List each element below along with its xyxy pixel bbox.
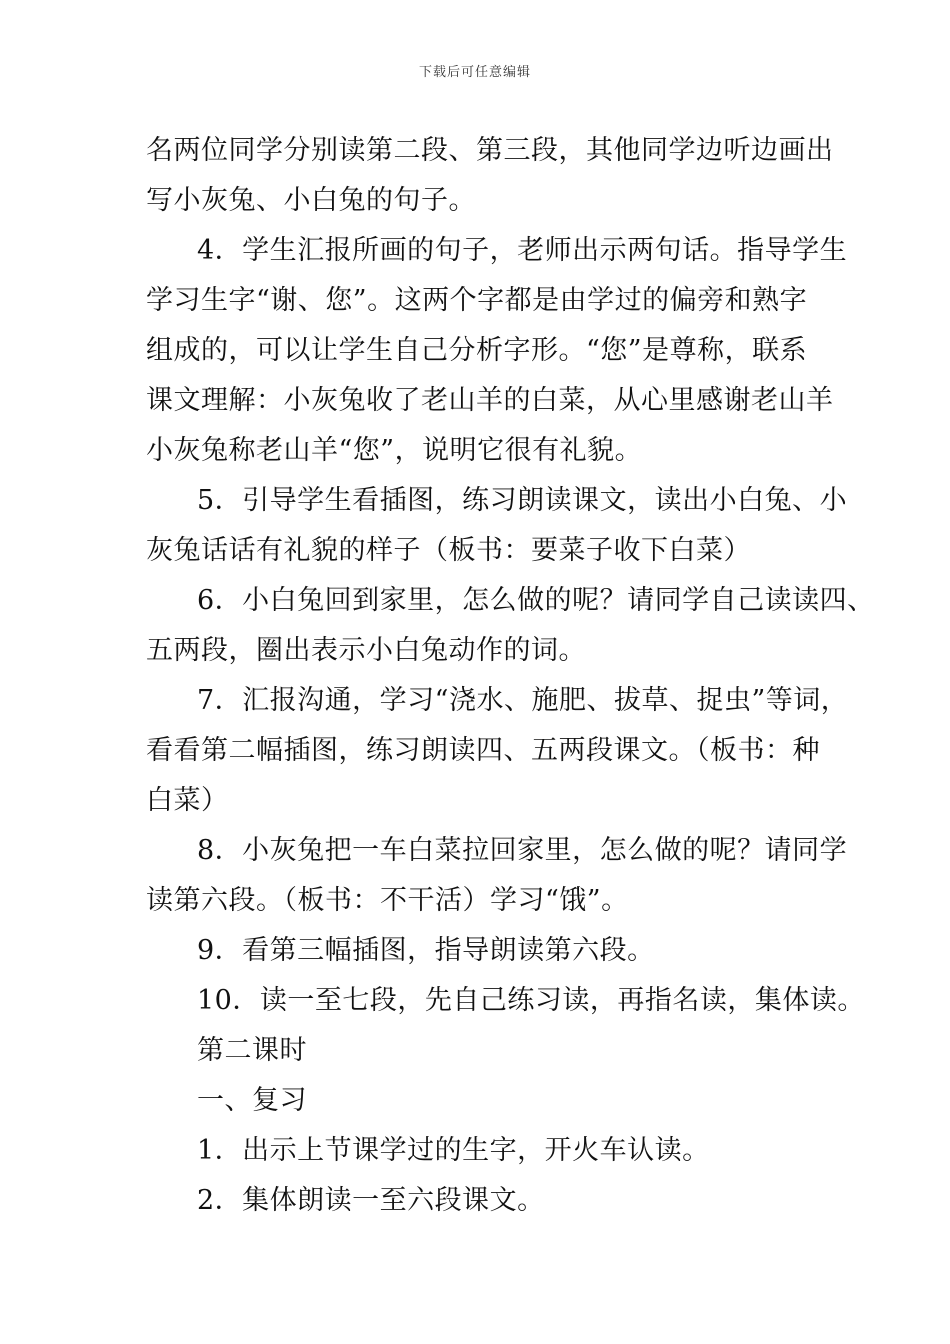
text-line: 1．出示上节课学过的生字，开火车认读。 [197,1135,710,1166]
text-line: 2．集体朗读一至六段课文。 [197,1185,545,1216]
text-line: 看看第二幅插图，练习朗读四、五两段课文。（板书：种 [146,735,820,766]
text-line: 6．小白兔回到家里，怎么做的呢？请同学自己读读四、 [197,585,875,616]
text-line: 五两段，圈出表示小白兔动作的词。 [146,635,586,666]
text-line: 一、复习 [197,1085,307,1116]
text-line: 灰兔话话有礼貌的样子（板书：要菜子收下白菜） [146,535,751,566]
text-line: 10．读一至七段，先自己练习读，再指名读，集体读。 [197,985,865,1016]
document-body [146,126,875,1226]
text-line: 4．学生汇报所画的句子，老师出示两句话。指导学生 [197,235,848,266]
text-line: 课文理解：小灰兔收了老山羊的白菜，从心里感谢老山羊 [146,385,834,416]
text-line: 名两位同学分别读第二段、第三段，其他同学边听边画出 [146,135,834,166]
text-line: 7．汇报沟通，学习“浇水、施肥、拔草、捉虫”等词， [197,685,849,716]
text-line: 学习生字“谢、您”。这两个字都是由学过的偏旁和熟字 [146,285,808,316]
text-line: 写小灰兔、小白兔的句子。 [146,185,476,216]
text-line: 小灰兔称老山羊“您”，说明它很有礼貌。 [146,435,643,466]
text-line: 8．小灰兔把一车白菜拉回家里，怎么做的呢？请同学 [197,835,848,866]
text-line: 第二课时 [197,1035,307,1066]
text-line: 5．引导学生看插图，练习朗读课文，读出小白兔、小 [197,485,848,516]
page-header: 下载后可任意编辑 [418,65,531,80]
text-line: 读第六段。（板书：不干活）学习“饿”。 [146,885,629,916]
text-line: 白菜） [146,785,229,816]
text-line: 组成的，可以让学生自己分析字形。“您”是尊称，联系 [146,335,808,366]
text-line: 9．看第三幅插图，指导朗读第六段。 [197,935,655,966]
